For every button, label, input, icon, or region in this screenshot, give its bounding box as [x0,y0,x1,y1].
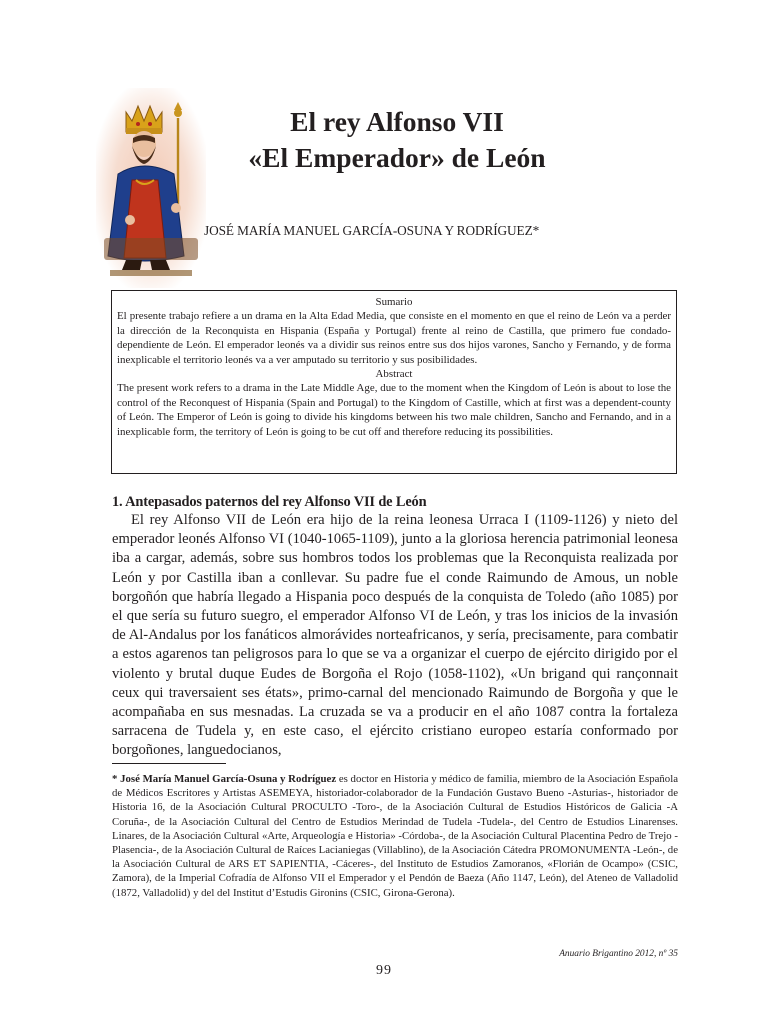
summary-box [111,290,677,474]
summary-text: El presente trabajo refiere a un drama en la Alta Edad Media, que consiste en el momento en que el reino de León va a perder la dirección de la Reconquista en Hispania (España y Portugal) frente al reino de Castilla, que primero fue condado-dependiente de León. El emperador leonés va a dividir sus reinos entre sus dos hijos varones, Sancho y Fernando, y de forma inexplicable el territorio leonés va a ver amputado su territorio y sus posibilidades. [117,310,671,366]
crowned-king-illumination-icon [96,88,206,288]
footnote [112,772,678,900]
king-portrait-image [96,88,206,288]
abstract-text: The present work refers to a drama in the Late Middle Age, due to the moment when the Kingdom of León is about to lose the control of the Reconquest of Hispania (Spain and Portugal) to the Kingdom of Castille, which at first was a dependent-county of León. The Emperor of León is going to divide his kingdoms between his two male children, Sancho and Fernando, and in a inexplicable form, the territory of León is going to be cut off and therefore reducing its possibilities. [117,382,671,438]
author-name: JOSÉ MARÍA MANUEL GARCÍA-OSUNA Y RODRÍGUEZ* [204,223,540,238]
journal-citation: Anuario Brigantino 2012, nº 35 [559,949,678,959]
footnote-divider [112,763,226,764]
page-number: 99 [376,963,392,978]
title-line-2: «El Emperador» de León [248,142,546,173]
title-line-1: El rey Alfonso VII [290,106,504,137]
abstract-heading: Abstract [375,368,413,381]
summary-heading: Sumario [375,296,413,308]
body-text [112,511,678,761]
body-paragraph: El rey Alfonso VII de León era hijo de la reina leonesa Urraca I (1109-1126) y nieto del emperador leonés Alfonso VI (1040-1065-1109), junto a la gloriosa herencia patrimonial leonesa iba a cargar, además, sobre sus hombros todos los problemas que la Reconquista realizada por León y por Castilla iban a conllevar. Su padre fue el conde Raimundo de Amous, un noble borgoñón que habría llegado a Hispania poco después de la conquista de Toledo (año 1085) por el que sería su futuro suegro, el emperador Alfonso VI de León, y tras los inicios de la invasión de Al-Andalus por los fanáticos almorávides norteafricanos, y sería, precisamente, para combatir a estos agarenos tan peligrosos para lo que se va a organizar el cuerpo de ejército dirigido por el violento y brutal duque Eudes de Borgoña el Rojo (1058-1102), «Un brigand qui rançonnait ceux qui traversaient ses états», primo-carnal del mencionado Raimundo de Borgoña y que le acompañaba en sus mesnadas. La cruzada se va a producir en el año 1087 contra la fortaleza sarracena de Tudela y, en este caso, el ejército cristiano europeo estaría conformado por borgoñones, languedocianos, [112,512,678,759]
footnote-text: es doctor en Historia y médico de familia, miembro de la Asociación Española de Médicos Escritores y Artistas ASEMEYA, historiador-colaborador de la Fundación Gustavo Bueno -Asturias-, historiador de Historia 16, de la Asociación Cultural PROCULTO -Toro-, de la Asociación Cultural de Estudios Históricos de Galicia -A Coruña-, de la Asociación Cultural del Centro de Estudios Merindad de Tudela -Tudela-, del Centro de Estudios Linarenses. Linares, de la Asociación Cultural «Arte, Arqueología e Historia» -Córdoba-, de la Asociación Cultural Placentina Pedro de Trejo -Plasencia-, de la Asociación Cultural de Raíces Lacianiegas (Villablino), de la Asociación Cátedra PROMONUMENTA -León-, de la Asociación Cultural de ARS ET SAPIENTIA, -Cáceres-, del Instituto de Estudios Zamoranos, «Florián de Ocampo» (CSIC, Zamora), de la Imperial Cofradía de Alfonso VII el Emperador y el Pendón de Baeza (Año 1147, León), del Ateneo de Valladolid (1872, Valladolid) y del del Institut d’Estudis Gironins (CSIC, Girona-Gerona). [112,773,678,899]
section-heading: 1. Antepasados paternos del rey Alfonso VII de León [112,494,427,510]
article-title [200,104,594,176]
footnote-author-name: * José María Manuel García-Osuna y Rodríguez [112,773,337,785]
